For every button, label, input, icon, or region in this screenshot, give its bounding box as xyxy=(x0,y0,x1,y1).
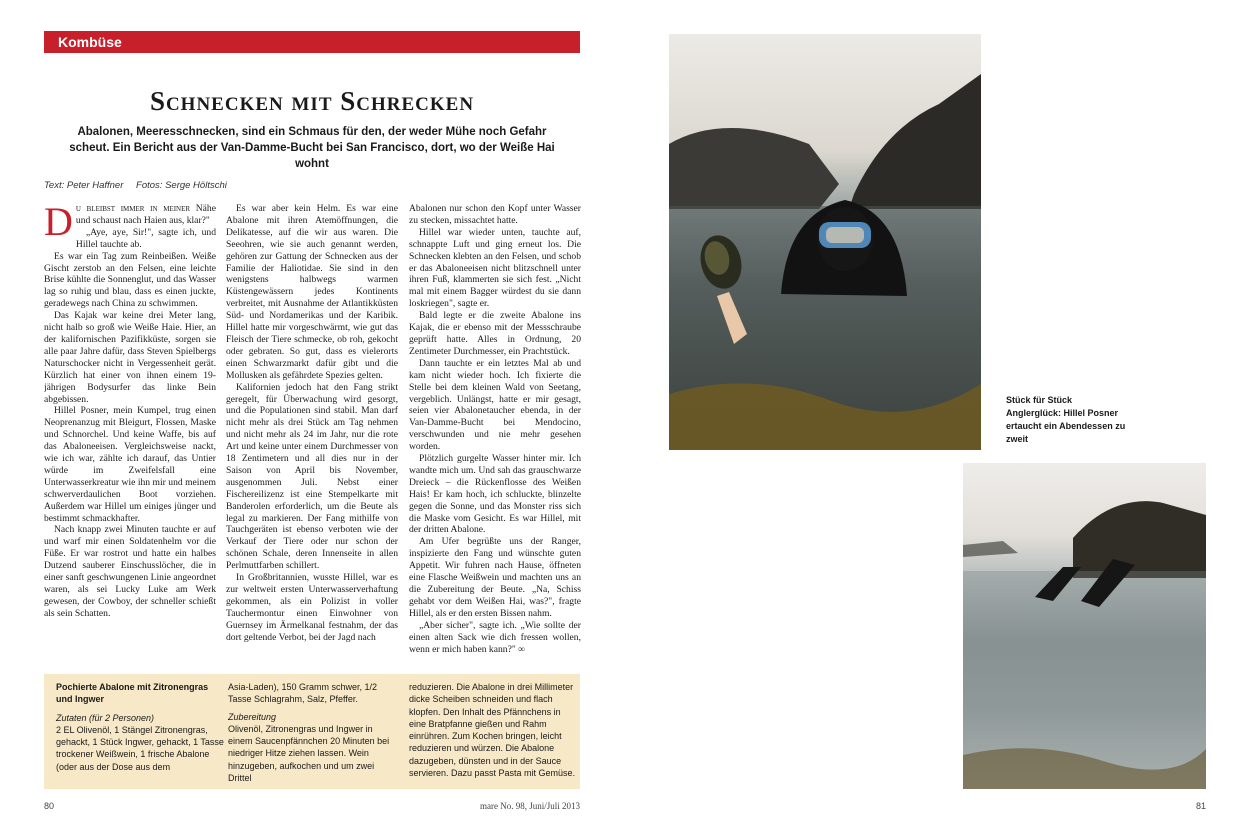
lead-in: u bleibst immer in meiner xyxy=(75,203,191,214)
ingredients-heading: Zutaten (für 2 Personen) xyxy=(56,712,155,723)
rock-right xyxy=(849,74,981,209)
credits xyxy=(44,180,580,191)
page-number-right: 81 xyxy=(1196,801,1207,811)
paragraph: Hillel Posner, mein Kumpel, trug einen Neoprenanzug mit Bleigurt, Flossen, Maske und Schnorchel. Und keine Waffe, bis auf das Abaloneeisen. Vergleichsweise nackt, wie ich war, zählte ich darauf, das Untier würde im Zweifelsfall eine Unterwasserkreatur wie ihn mir und meinem schwerverdaulichen Boot vorziehen. Außerdem war Hillel um einiges jünger und bestimmt schmackhafter. xyxy=(44,405,216,524)
photo-credit: Fotos: Serge Höltschi xyxy=(136,180,227,191)
photo-fins-illustration xyxy=(963,463,1206,789)
preparation-continued: reduzieren. Die Abalone in drei Millimeter dicke Scheiben schneiden und flach klopfen. Den Inhalt des Pfännchens in eine Bratpfanne gießen und Rahm einrühren. Zum Kochen bringen, leicht reduzieren und würzen. Die Abalone dazugeben, dünsten und in der Sauce servieren. Dazu passt Pasta mit Gemüse. xyxy=(409,682,576,779)
paragraph: In Großbritannien, wusste Hillel, war es zur weltweit ersten Unterwasserverhaftung gekommen, als ein Polizist in voller Tauchermontur einen Einwohner von Guernsey im Ärmelkanal festnahm, der das dort geltende Verbot, bei der Jagd nach xyxy=(226,572,398,643)
section-bar xyxy=(44,31,580,53)
body-column-3 xyxy=(409,203,581,669)
recipe-title: Pochierte Abalone mit Zitronengras und Ingwer xyxy=(56,682,209,705)
section-label: Kombüse xyxy=(58,34,122,50)
ingredients-continued: Asia-Laden), 150 Gramm schwer, 1/2 Tasse Schlagrahm, Salz, Pfeffer. xyxy=(228,682,378,705)
preparation-text: Olivenöl, Zitronengras und Ingwer in einem Saucenpfännchen 20 Minuten bei niedriger Hitze ziehen lassen. Wein hinzugeben, aufkochen und um zwei Drittel xyxy=(228,723,390,784)
paragraph: Plötzlich gurgelte Wasser hinter mir. Ich wandte mich um. Und sah das grauschwarze Dreieck – die Rückenflosse des Weißen Hais! Er kam hoch, ich schluckte, blinzelte gegen die Sonne, und das Monster riss sich die Maske vom Gesicht. Es war Hillel, mit der dritten Abalone. xyxy=(409,453,581,536)
recipe-column-2 xyxy=(228,681,396,784)
photo-diver-fins xyxy=(963,463,1206,789)
ingredients-text: 2 EL Olivenöl, 1 Stängel Zitronengras, gehackt, 1 Stück Ingwer, gehackt, 1 Tasse trockener Weißwein, 1 frische Abalone (oder aus der Dose aus dem xyxy=(56,724,224,772)
body-column-1 xyxy=(44,203,216,669)
preparation-heading: Zubereitung xyxy=(228,711,277,722)
paragraph: Abalonen nur schon den Kopf unter Wasser zu stecken, missachtet hatte. xyxy=(409,203,581,226)
rock-outcrop xyxy=(1073,501,1206,578)
paragraph: Dann tauchte er ein letztes Mal ab und kam nicht wieder hoch. Ich fixierte die Stelle bei dem kleinen Wald von Seetang, vergeblich. Unlängst, hatte er mir gesagt, seien vier Abalonetaucher ebenda, in der Van-Damme-Bucht bei Mendocino, verschwunden und nie mehr gesehen worden. xyxy=(409,357,581,453)
paragraph: Kalifornien jedoch hat den Fang strikt geregelt, für Überwachung wird gesorgt, und die Populationen sind stabil. Man darf nicht mehr als drei Stück am Tag nehmen und nicht mehr als 24 im Jahr, nur die rote Art und keine unter einem Durchmesser von 18 Zentimetern und all dies nur in der Saison von April bis November, ausgenommen Juli. Nebst einer Fischereilizenz ist eine Stempelkarte mit Banderolen erforderlich, um die Beute als legal zu markieren. Der Fang mithilfe von Tauchgeräten ist ebenso verboten wie der Verkauf der Tiere oder nur schon der schönen Schale, deren Innenseite in allen Perlmuttfarben schillert. xyxy=(226,381,398,572)
issue-line: mare No. 98, Juni/Juli 2013 xyxy=(480,801,580,811)
body-column-2 xyxy=(226,203,398,669)
rock-left xyxy=(669,128,839,209)
paragraph: Hillel war wieder unten, tauchte auf, schnappte Luft und ging erneut los. Die Schnecken klebten an den Felsen, und schob er das Abaloneeisen nicht blitzschnell unter ihren Fuß, klammerten sie sich fest. „Nicht mal mit einem Bagger würdest du sie dann loskriegen", sagte er. xyxy=(409,226,581,310)
page-number-left: 80 xyxy=(44,801,55,811)
paragraph: „Aye, aye, Sir!", sagte ich, und Hillel tauchte ab. xyxy=(75,226,216,250)
paragraph: Das Kajak war keine drei Meter lang, nicht halb so groß wie Weiße Haie. Hier, an der kalifornischen Pazifikküste, sorgen sie alle paar Jahre dafür, dass Steven Spielbergs Naturschocker nicht in Vergessenheit gerät. Kürzlich hat einer von ihnen einem 19-jährigen Bodysurfer das linke Bein abgebissen. xyxy=(44,310,216,405)
recipe-column-1 xyxy=(56,681,224,773)
article-deck: Abalonen, Meeresschnecken, sind ein Schmaus für den, der weder Mühe noch Gefahr scheut. Ein Bericht aus der Van-Damme-Bucht bei San Francisco, dort, wo der Weiße Hai wohnt xyxy=(69,126,555,170)
recipe-box xyxy=(44,674,580,789)
author-credit: Text: Peter Haffner xyxy=(44,180,124,191)
paragraph: Es war aber kein Helm. Es war eine Abalone mit ihren Atemöffnungen, die Delikatesse, auf die wir aus waren. Die Seeohren, wie sie auch genannt werden, gehören zur Gattung der Schnecken aus der Familie der Haliotidae. Sie sind in den wenigstens halbwegs warmen Küstengewässern jedes Kontinents verbreitet, mit Ausnahme der Atlantikküsten Süd- und Nordamerikas und der Karibik. Hillel hatte mir vorgeschwärmt, wie gut das Fleisch der Tiere schmecke, ob roh, gekocht oder gebraten. So gut, dass es vielerorts einen Schwarzmarkt dafür gibt und die Mollusken als gefährdete Spezies gelten. xyxy=(226,203,398,381)
paragraph: „Aber sicher", sagte ich. „Wie sollte der einen alten Sack wie dich fressen wollen, wenn er mich haben kann?" ∞ xyxy=(409,619,581,655)
photo-diver-with-abalone xyxy=(669,34,981,450)
photo-diver-illustration xyxy=(669,34,981,450)
paragraph: Am Ufer begrüßte uns der Ranger, inspizierte den Fang und wünschte guten Appetit. Wir fuhren nach Hause, öffneten eine Flasche Weißwein und machten uns an die Zubereitung der Beute. „Na, Schiss gehabt vor dem Weißen Hai, was?", fragte Hillel, als er den ersten Bissen nahm. xyxy=(409,536,581,619)
recipe-column-3 xyxy=(409,681,577,779)
drop-cap: D xyxy=(44,203,73,244)
paragraph: Bald legte er die zweite Abalone ins Kajak, die er ebenso mit der Messschraube geprüft hatte. Alles in Ordnung, 20 Zentimeter Durchmesser, ein Prachtstück. xyxy=(409,310,581,357)
paragraph: Es war ein Tag zum Reinbeißen. Weiße Gischt zerstob an den Felsen, eine leichte Brise kühlte die Sonnenglut, und das Wasser lag so ruhig und blau, dass es einen juckte, geradewegs nach China zu schwimmen. xyxy=(44,250,216,310)
paragraph: Nach knapp zwei Minuten tauchte er auf und warf mir einen Soldatenhelm vor die Füße. Er war rostrot und hatte ein halbes Dutzend sauberer Einschusslöcher, die in einer sanft geschwungenen Linie angeordnet waren, als sei Lucky Luke am Werk gewesen, der Cowboy, der schneller schießt als sein Schatten. xyxy=(44,524,216,619)
photo-caption: Stück für Stück Anglerglück: Hillel Posner ertaucht ein Abendessen zu zweit xyxy=(1006,395,1126,444)
article-title: Schnecken mit Schrecken xyxy=(149,86,475,116)
paragraph: Nähe und schaust nach Haien aus, klar?" xyxy=(75,203,216,226)
